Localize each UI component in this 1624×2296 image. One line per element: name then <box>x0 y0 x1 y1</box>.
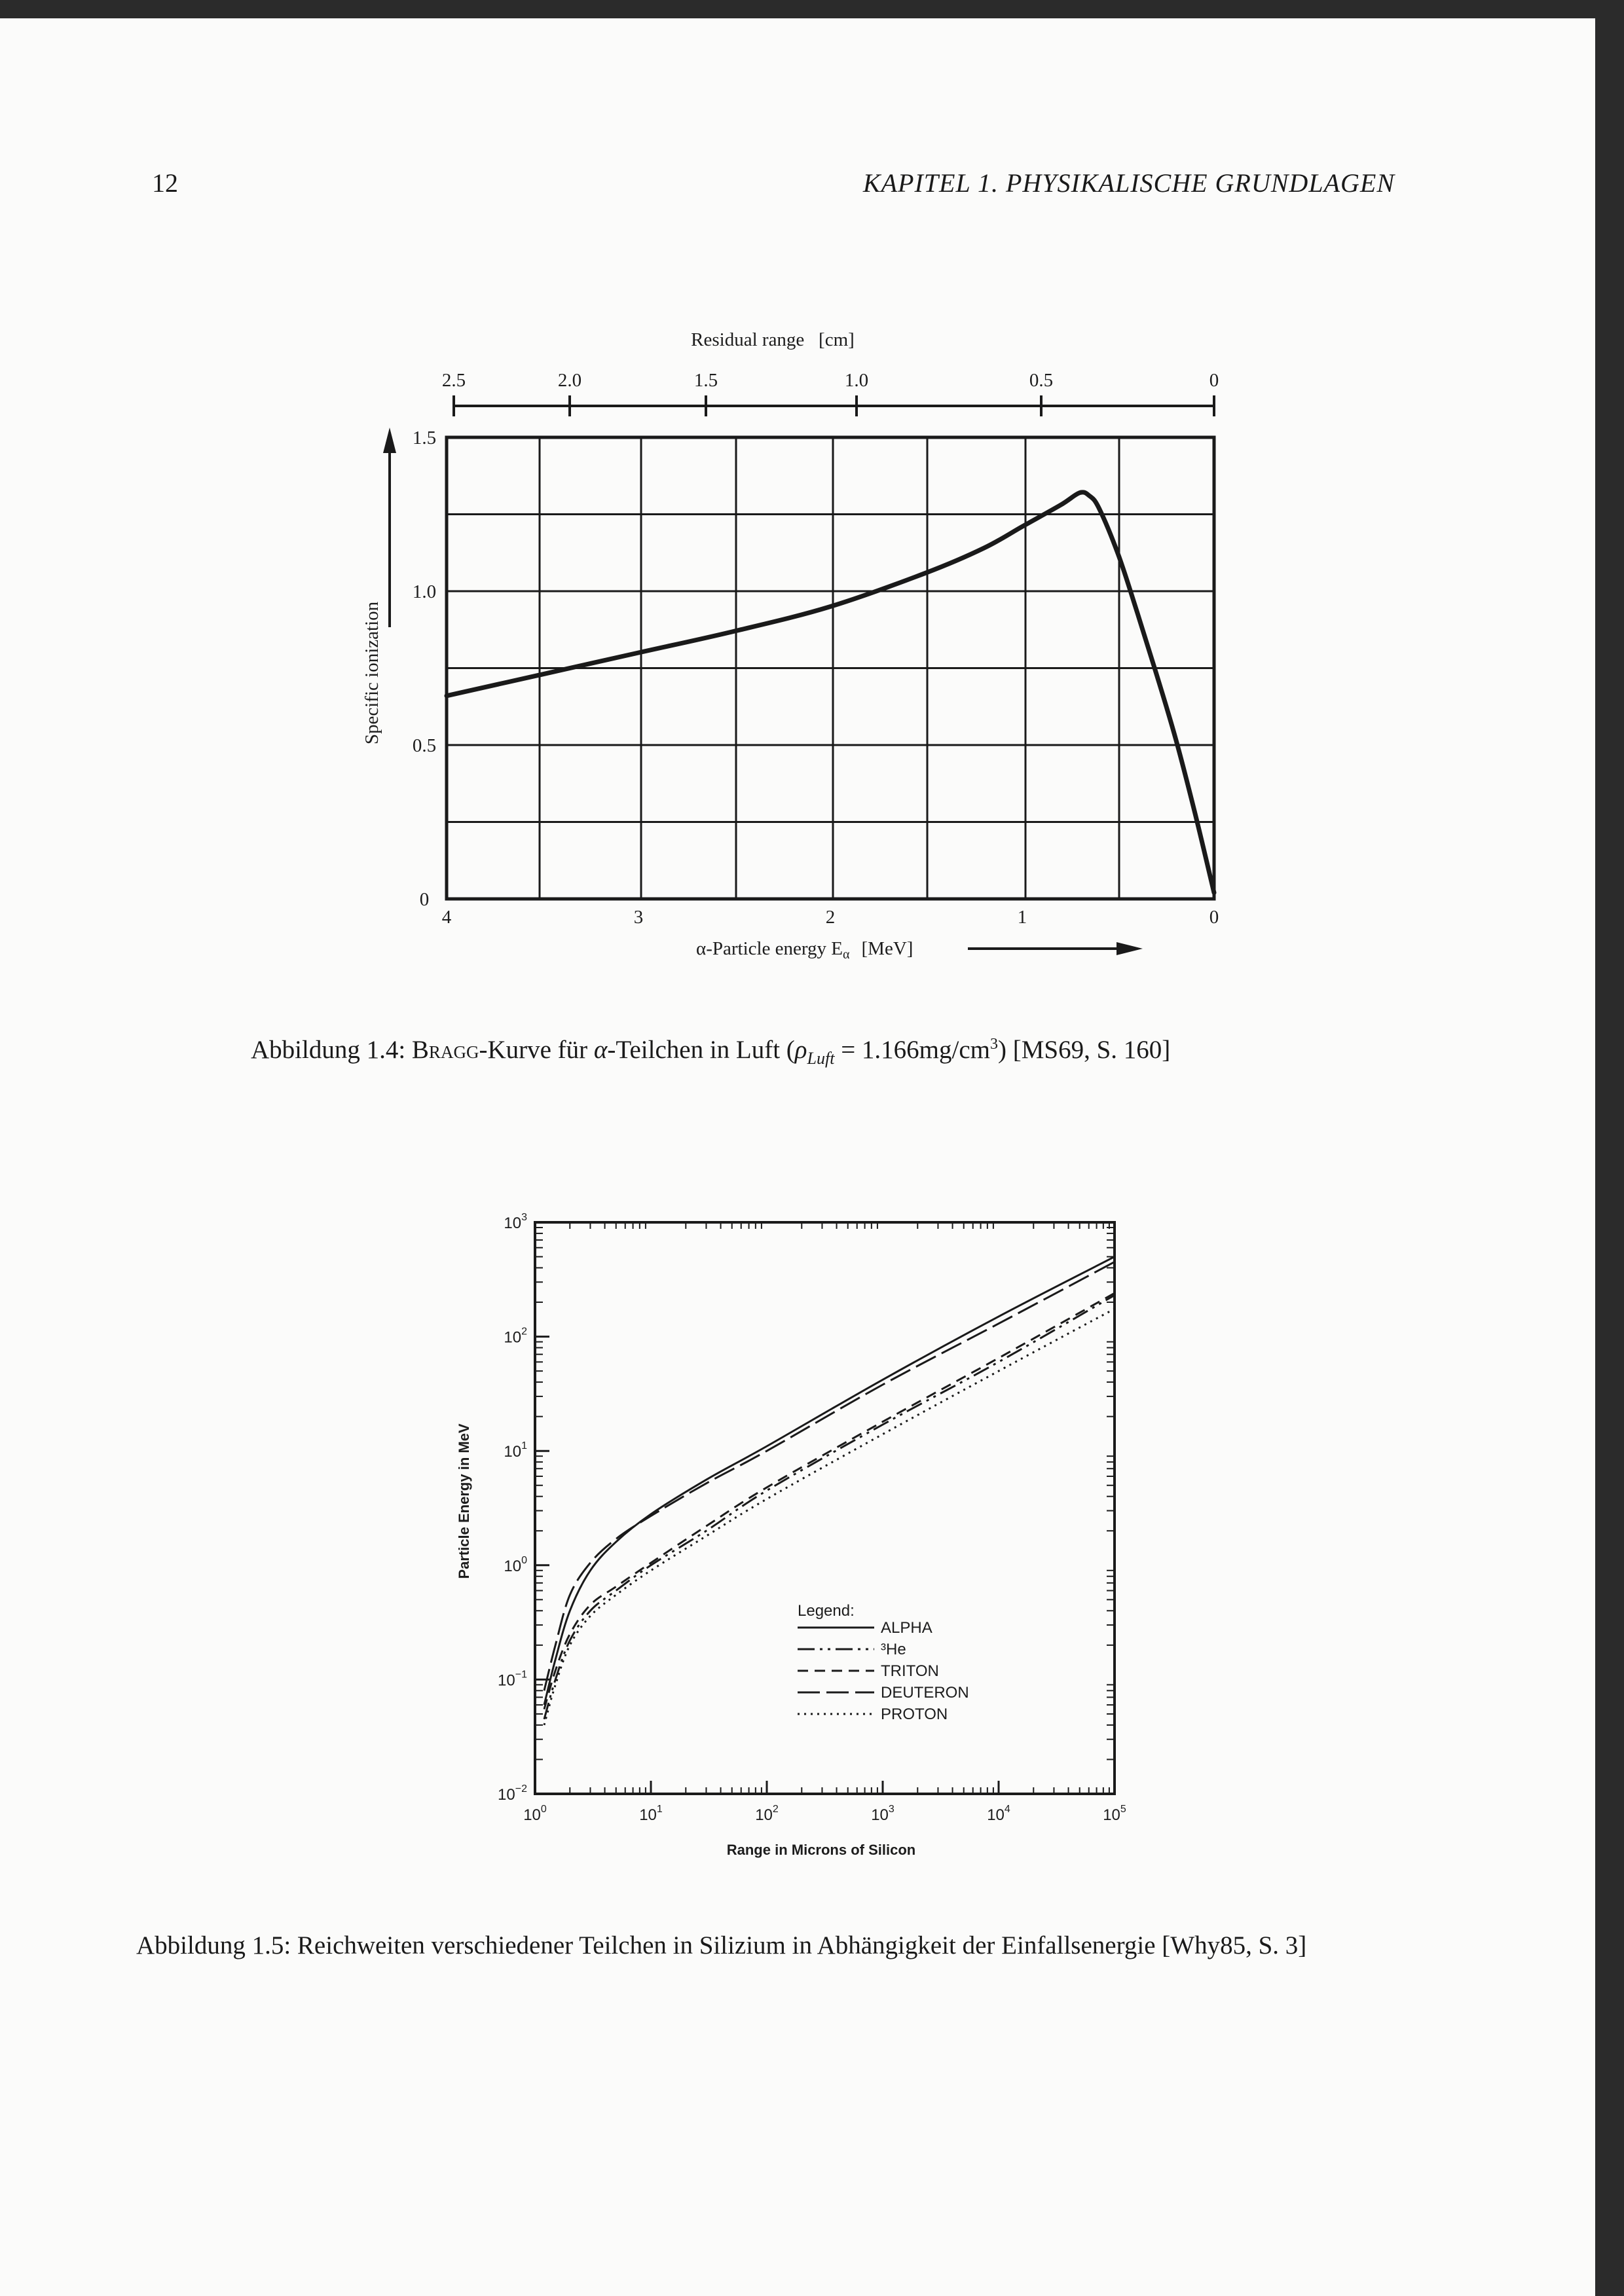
legend-title: Legend: <box>798 1602 855 1620</box>
y-axis-arrow-head <box>383 428 396 453</box>
series-line-he <box>544 1295 1115 1719</box>
x-tick-label <box>1103 1804 1126 1824</box>
x-tick-label: 3 <box>633 907 644 928</box>
figure-2-caption: Abbildung 1.5: Reichweiten verschiedener Teilchen in Silizium in Abhängigkeit der Einfallsenergie [Why85, S. 3] <box>136 1931 1307 1959</box>
x-tick-base: 10 <box>755 1806 773 1824</box>
y-axis-label: Particle Energy in MeV <box>456 1423 472 1579</box>
legend-entries <box>798 1619 969 1723</box>
series-line-alpha <box>544 1257 1115 1705</box>
x-tick-label <box>987 1804 1010 1824</box>
legend-entry-label: DEUTERON <box>881 1684 969 1702</box>
x-axis-label-unit: [MeV] <box>861 938 913 959</box>
legend-entry-label: TRITON <box>881 1662 939 1680</box>
x-tick-label: 4 <box>441 907 452 928</box>
top-axis-label: Residual range [cm] <box>691 329 855 350</box>
series-line-triton <box>544 1293 1115 1709</box>
range-series-lines <box>544 1257 1115 1725</box>
x-tick-base: 10 <box>987 1806 1005 1824</box>
x-tick-exponent: 0 <box>540 1804 547 1815</box>
bragg-curve-line <box>447 492 1214 893</box>
y-tick-label: 0.5 <box>412 735 437 756</box>
y-axis-ticks <box>498 1212 549 1804</box>
top-axis-tick-label: 1.0 <box>844 370 869 391</box>
caption-rho-symbol: ρ <box>794 1036 807 1064</box>
x-axis-ticks <box>442 907 1219 928</box>
x-tick-exponent: 4 <box>1004 1804 1010 1815</box>
figure-1-caption <box>251 1034 1170 1066</box>
y-tick-exponent: 3 <box>521 1212 527 1223</box>
y-tick-exponent: 0 <box>521 1554 527 1566</box>
caption-text-1: -Kurve für <box>479 1036 594 1064</box>
x-tick-exponent: 3 <box>888 1804 895 1815</box>
x-tick-label <box>871 1804 895 1824</box>
y-tick-base: 10 <box>504 1557 522 1575</box>
y-tick-exponent: 2 <box>521 1326 527 1338</box>
x-axis-label-text: α-Particle energy E <box>696 938 843 959</box>
y-tick-label: 1.5 <box>412 428 437 448</box>
legend-entry-label: PROTON <box>881 1705 948 1723</box>
y-tick-label <box>498 1783 527 1804</box>
y-tick-base: 10 <box>498 1786 515 1804</box>
caption-equation: = 1.166mg/cm <box>834 1036 990 1064</box>
top-axis-tick-label: 2.5 <box>441 370 466 391</box>
y-tick-label: 0 <box>419 889 430 910</box>
y-tick-exponent: −2 <box>515 1783 527 1795</box>
y-axis-label: Specific ionization <box>361 601 382 745</box>
x-tick-base: 10 <box>639 1806 657 1824</box>
x-tick-exponent: 2 <box>772 1804 779 1815</box>
top-axis-tick-label: 0.5 <box>1029 370 1054 391</box>
y-tick-exponent: −1 <box>515 1669 527 1681</box>
y-tick-label <box>504 1440 527 1461</box>
series-line-deuteron <box>544 1262 1115 1691</box>
x-tick-exponent: 5 <box>1120 1804 1126 1815</box>
x-axis-label-sub: α <box>843 947 850 962</box>
top-axis-tick-label: 2.0 <box>557 370 582 391</box>
page-sheet <box>0 18 1595 2296</box>
top-axis-ticks <box>442 370 1219 416</box>
top-axis-tick-label: 1.5 <box>693 370 718 391</box>
x-tick-label: 0 <box>1209 907 1219 928</box>
y-tick-label <box>504 1555 527 1575</box>
bragg-curve-figure <box>341 313 1257 987</box>
y-tick-exponent: 1 <box>521 1440 527 1452</box>
x-axis-label: Range in Microns of Silicon <box>726 1842 916 1858</box>
y-tick-label: 1.0 <box>412 581 437 602</box>
caption-text-3: ) [MS69, S. 160] <box>998 1036 1171 1064</box>
x-tick-label: 2 <box>825 907 836 928</box>
running-head: KAPITEL 1. PHYSIKALISCHE GRUNDLAGEN <box>862 168 1395 198</box>
x-tick-exponent: 1 <box>656 1804 663 1815</box>
x-tick-base: 10 <box>871 1806 889 1824</box>
x-tick-base: 10 <box>523 1806 541 1824</box>
y-tick-base: 10 <box>504 1214 522 1232</box>
caption-unit-exponent: 3 <box>990 1036 998 1053</box>
y-tick-label <box>504 1326 527 1347</box>
series-line-proton <box>544 1309 1115 1725</box>
y-tick-base: 10 <box>498 1671 515 1690</box>
legend-entry-label: ALPHA <box>881 1619 932 1637</box>
x-tick-label: 1 <box>1017 907 1027 928</box>
top-axis-tick-label: 0 <box>1209 370 1219 391</box>
x-axis-arrow-head <box>1116 942 1143 955</box>
x-tick-base: 10 <box>1103 1806 1120 1824</box>
y-tick-label <box>504 1212 527 1232</box>
caption-rho-subscript: Luft <box>807 1048 835 1068</box>
x-axis-ticks <box>523 1781 1126 1824</box>
caption-label: Abbildung 1.4: <box>251 1036 406 1064</box>
y-tick-base: 10 <box>504 1328 522 1347</box>
y-tick-base: 10 <box>504 1443 522 1461</box>
silicon-range-figure <box>445 1197 1166 1878</box>
legend-entry-label: ³He <box>881 1641 906 1658</box>
caption-text-2: -Teilchen in Luft ( <box>607 1036 795 1064</box>
legend <box>798 1602 969 1723</box>
x-tick-label <box>639 1804 663 1824</box>
y-axis-ticks <box>413 428 436 910</box>
caption-alpha-symbol: α <box>593 1036 608 1064</box>
caption-bragg-name: Bragg <box>411 1036 479 1064</box>
page-number: 12 <box>152 168 178 198</box>
x-tick-label <box>755 1804 779 1824</box>
x-axis-label <box>696 938 913 962</box>
x-tick-label <box>523 1804 547 1824</box>
y-tick-label <box>498 1669 527 1689</box>
